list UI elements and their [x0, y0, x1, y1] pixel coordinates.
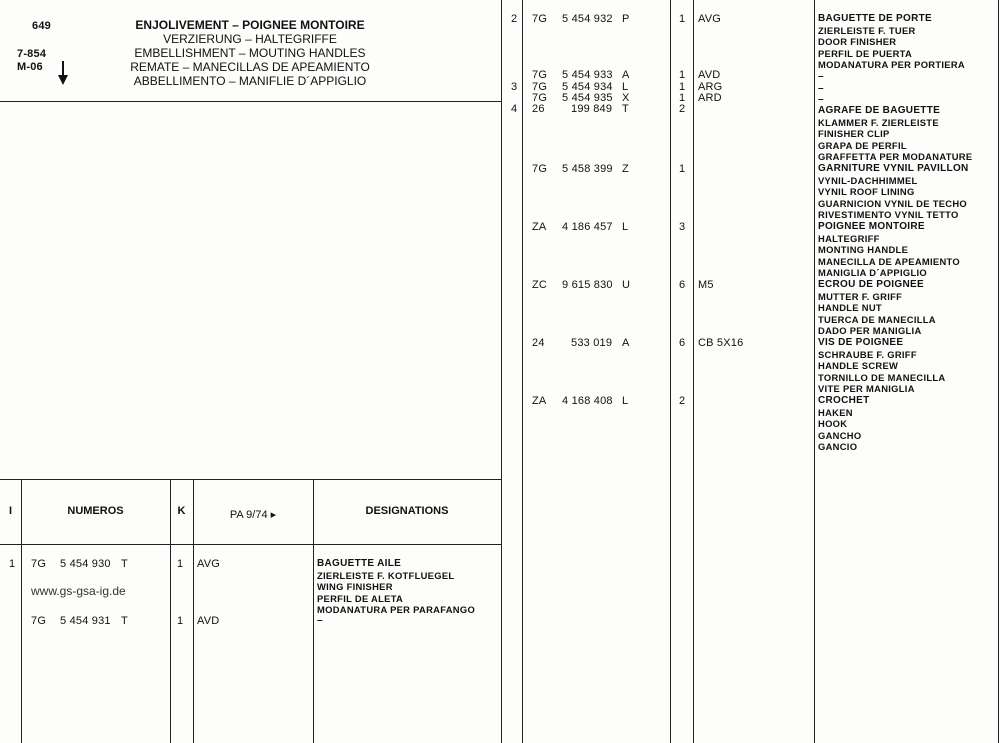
col-divider-i-right	[522, 0, 523, 743]
watermark-url: www.gs-gsa-ig.de	[31, 584, 126, 598]
col-header-designations: DESIGNATIONS	[365, 505, 449, 517]
row-suffix: P	[622, 13, 630, 25]
title-it: ABBELLIMENTO – MANIFLIE D´APPIGLIO	[133, 74, 367, 88]
row-pa: ARG	[698, 81, 723, 93]
row-suffix: T	[121, 558, 128, 570]
row-designation: POIGNEE MONTOIRE HALTEGRIFF MONTING HANDLE MANECILLA DE APEAMIENTO MANIGLIA D´APPIGLIO	[818, 221, 960, 278]
row-prefix: 7G	[532, 13, 548, 25]
col-divider-k-right	[693, 0, 694, 743]
row-pa: CB 5X16	[698, 337, 744, 349]
row-prefix: ZA	[532, 221, 547, 233]
row-qty: 2	[679, 395, 686, 407]
row-index: 4	[511, 103, 518, 115]
row-designation: BAGUETTE DE PORTE ZIERLEISTE F. TUER DOOR FINISHER PERFIL DE PUERTA MODANATURA PER PORTIERA	[818, 13, 966, 70]
row-qty: 1	[679, 13, 686, 25]
page-right-edge	[998, 0, 999, 743]
row-designation: GARNITURE VYNIL PAVILLON VYNIL-DACHHIMMEL VYNIL ROOF LINING GUARNICION VYNIL DE TECHO RIVESTIMENTO VYNIL TETTO	[818, 163, 969, 220]
row-number: 199 849	[571, 103, 613, 115]
row-prefix: 7G	[31, 558, 47, 570]
row-qty: 1	[177, 558, 184, 570]
row-designation: –	[818, 94, 824, 105]
col-divider-pa-right	[814, 0, 815, 743]
row-index: 1	[9, 558, 16, 570]
row-suffix: L	[622, 395, 629, 407]
row-qty: 6	[679, 279, 686, 291]
row-suffix: A	[622, 337, 630, 349]
row-designation: BAGUETTE AILE ZIERLEISTE F. KOTFLUEGEL WING FINISHER PERFIL DE ALETA MODANATURA PER PARAFANGO	[317, 558, 476, 615]
row-suffix: T	[622, 103, 629, 115]
row-prefix: 7G	[532, 81, 548, 93]
down-arrow-icon	[58, 61, 68, 85]
header-bottom-rule	[0, 101, 501, 102]
title-de: VERZIERUNG – HALTEGRIFFE	[163, 32, 337, 46]
row-number: 5 454 934	[562, 81, 613, 93]
row-number: 5 458 399	[562, 163, 613, 175]
table-top-rule	[0, 479, 501, 480]
row-pa: AVG	[698, 13, 722, 25]
ref-a: 7-854	[17, 48, 47, 60]
row-index: 3	[511, 81, 518, 93]
col-divider-numeros-right	[670, 0, 671, 743]
row-number: 5 454 935	[562, 92, 613, 104]
row-suffix: U	[622, 279, 631, 291]
row-prefix: 24	[532, 337, 545, 349]
row-designation: CROCHET HAKEN HOOK GANCHO GANCIO	[818, 395, 870, 452]
row-qty: 1	[177, 615, 184, 627]
row-number: 4 186 457	[562, 221, 613, 233]
row-designation: AGRAFE DE BAGUETTE KLAMMER F. ZIERLEISTE FINISHER CLIP GRAPA DE PERFIL GRAFFETTA PER MODANATURE	[818, 105, 973, 162]
row-designation: –	[818, 83, 824, 94]
plate-number: 649	[32, 20, 51, 32]
col-header-i: I	[8, 505, 13, 517]
row-qty: 1	[679, 69, 686, 81]
title-es: REMATE – MANECILLAS DE APEAMIENTO	[130, 60, 370, 74]
title-fr: ENJOLIVEMENT – POIGNEE MONTOIRE	[135, 18, 365, 32]
row-suffix: X	[622, 92, 630, 104]
row-pa: AVD	[698, 69, 721, 81]
row-prefix: 26	[532, 103, 545, 115]
row-number: 5 454 933	[562, 69, 613, 81]
row-qty: 2	[679, 103, 686, 115]
row-pa: AVD	[197, 615, 220, 627]
col-divider-numeros	[170, 479, 171, 743]
col-header-numeros: NUMEROS	[67, 505, 124, 517]
row-qty: 1	[679, 92, 686, 104]
row-designation: ECROU DE POIGNEE MUTTER F. GRIFF HANDLE NUT TUERCA DE MANECILLA DADO PER MANIGLIA	[818, 279, 936, 336]
row-number: 5 454 932	[562, 13, 613, 25]
row-suffix: A	[622, 69, 630, 81]
row-qty: 1	[679, 163, 686, 175]
row-suffix: Z	[622, 163, 629, 175]
row-number: 5 454 931	[60, 615, 111, 627]
row-number: 5 454 930	[60, 558, 111, 570]
page-divider	[501, 0, 502, 743]
row-pa: ARD	[698, 92, 722, 104]
row-number: 4 168 408	[562, 395, 613, 407]
row-pa: AVG	[197, 558, 221, 570]
row-prefix: 7G	[532, 163, 548, 175]
ref-b: M-06	[17, 61, 43, 73]
row-qty: 6	[679, 337, 686, 349]
row-prefix: ZA	[532, 395, 547, 407]
row-suffix: L	[622, 81, 629, 93]
col-header-pa: PA 9/74 ▸	[229, 509, 277, 521]
row-prefix: 7G	[532, 69, 548, 81]
row-prefix: ZC	[532, 279, 548, 291]
row-prefix: 7G	[31, 615, 47, 627]
row-suffix: T	[121, 615, 128, 627]
row-qty: 3	[679, 221, 686, 233]
col-header-k: K	[177, 505, 186, 517]
col-divider-i	[21, 479, 22, 743]
row-designation: –	[317, 615, 323, 626]
col-divider-pa	[313, 479, 314, 743]
row-pa: M5	[698, 279, 714, 291]
row-designation: VIS DE POIGNEE SCHRAUBE F. GRIFF HANDLE SCREW TORNILLO DE MANECILLA VITE PER MANIGLIA	[818, 337, 946, 394]
row-qty: 1	[679, 81, 686, 93]
row-prefix: 7G	[532, 92, 548, 104]
row-index: 2	[511, 13, 518, 25]
table-header-rule	[0, 544, 501, 545]
row-number: 9 615 830	[562, 279, 613, 291]
title-en: EMBELLISHMENT – MOUTING HANDLES	[134, 46, 366, 60]
row-number: 533 019	[571, 337, 613, 349]
row-suffix: L	[622, 221, 629, 233]
row-designation: –	[818, 71, 824, 82]
